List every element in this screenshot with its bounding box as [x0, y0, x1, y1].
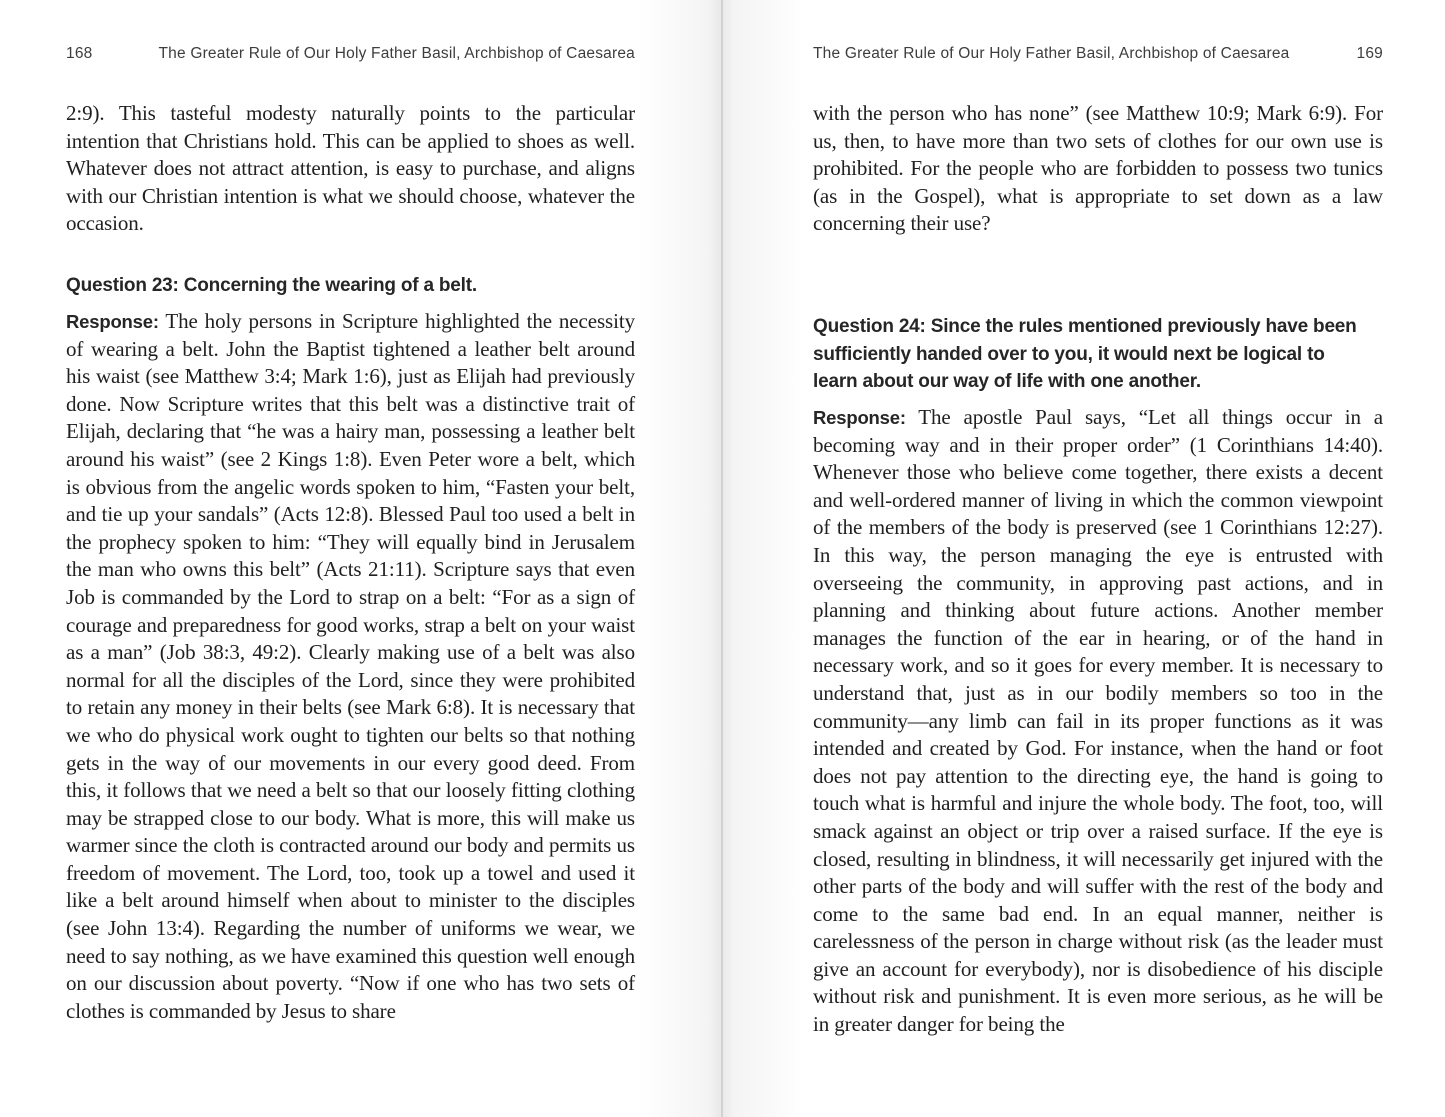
- question-24-heading: Question 24: Since the rules mentioned previously have been sufficiently handed over to you, it would next be logical to learn about our way of life with one another.: [813, 316, 1357, 393]
- left-running-title: The Greater Rule of Our Holy Father Basil, Archbishop of Caesarea: [158, 45, 635, 62]
- question-23-response-paragraph: [66, 308, 635, 1025]
- left-page-number: 168: [66, 45, 93, 62]
- right-continuation-paragraph: with the person who has none” (see Matthew 10:9; Mark 6:9). For us, then, to have more than two sets of clothes for our own use is prohibited. For the people who are forbidden to possess two tunics (as in the Gospel), what is appropriate to set down as a law concerning their use?: [813, 101, 1383, 236]
- book-gutter-shadow: [638, 0, 804, 1117]
- left-continuation-paragraph: 2:9). This tasteful modesty naturally points to the particular intention that Christians hold. This can be applied to shoes as well. Whatever does not attract attention, is easy to purchase, and aligns with our Christian intention is what we should choose, whatever the occasion.: [66, 101, 635, 236]
- question-24-response-paragraph: [813, 404, 1383, 1039]
- response-label: Response:: [813, 407, 906, 428]
- response-text: The holy persons in Scripture highlighted the necessity of wearing a belt. John the Baptist tightened a leather belt around his waist (see Matthew 3:4; Mark 1:6), just as Elijah had previously done. Now Scripture writes that this belt was a distinctive trait of Elijah, declaring that “he was a hairy man, possessing a leather belt around his waist” (see 2 Kings 1:8). Even Peter wore a belt, which is obvious from the angelic words spoken to him, “Fasten your belt, and tie up your sandals” (Acts 12:8). Blessed Paul too used a belt in the prophecy spoken to him: “They will equally bind in Jerusalem the man who owns this belt” (Acts 21:11). Scripture says that even Job is commanded by the Lord to strap on a belt: “For as a sign of courage and preparedness for good works, strap a belt on your waist as a man” (Job 38:3, 49:2). Clearly making use of a belt was also normal for all the disciples of the Lord, since they were prohibited to retain any money in their belts (see Mark 6:8). It is necessary that we who do physical work ought to tighten our belts so that nothing gets in the way of our movements in our every good deed. From this, it follows that we need a belt so that our loosely fitting clothing may be strapped close to our body. What is more, this will make us warmer since the cloth is contracted around our body and permits us freedom of movement. The Lord, too, took up a towel and used it like a belt around himself when about to minister to the disciples (see John 13:4). Regarding the number of uniforms we wear, we need to say nothing, as we have examined this question well enough on our discussion about poverty. “Now if one who has two sets of clothes is commanded by Jesus to share: [66, 309, 635, 1023]
- response-label: Response:: [66, 311, 159, 332]
- right-page-number: 169: [1356, 45, 1383, 62]
- response-text: The apostle Paul says, “Let all things occur in a becoming way and in their proper order” (1 Corinthians 14:40). Whenever those who believe come together, there exists a decent and well-ordered manner of living in which the common viewpoint of the members of the body is preserved (see 1 Corinthians 12:27). In this way, the person managing the eye is entrusted with overseeing the community, in approving past actions, and in planning and thinking about future actions. Another member manages the function of the ear in hearing, or of the hand in necessary work, and so it goes for every member. It is necessary to understand that, just as in our bodily members so too in the community—any limb can fail in its proper functions as it was intended and created by God. For instance, when the hand or foot does not pay attention to the directing eye, the hand is going to touch what is harmful and injure the whole body. The foot, too, will smack against an object or trip over a raised surface. If the eye is closed, resulting in blindness, it will necessarily get injured with the other parts of the body and will suffer with the rest of the body and come to the same bad end. In an equal manner, neither is carelessness of the person in charge without risk (as the leader must give an account for everybody), nor is disobedience of his disciple without risk and punishment. It is even more serious, as he will be in greater danger for being the: [813, 405, 1383, 1037]
- question-23-heading: Question 23: Concerning the wearing of a belt.: [66, 275, 477, 296]
- right-running-title: The Greater Rule of Our Holy Father Basil, Archbishop of Caesarea: [813, 45, 1290, 62]
- book-gutter-line: [721, 0, 723, 1117]
